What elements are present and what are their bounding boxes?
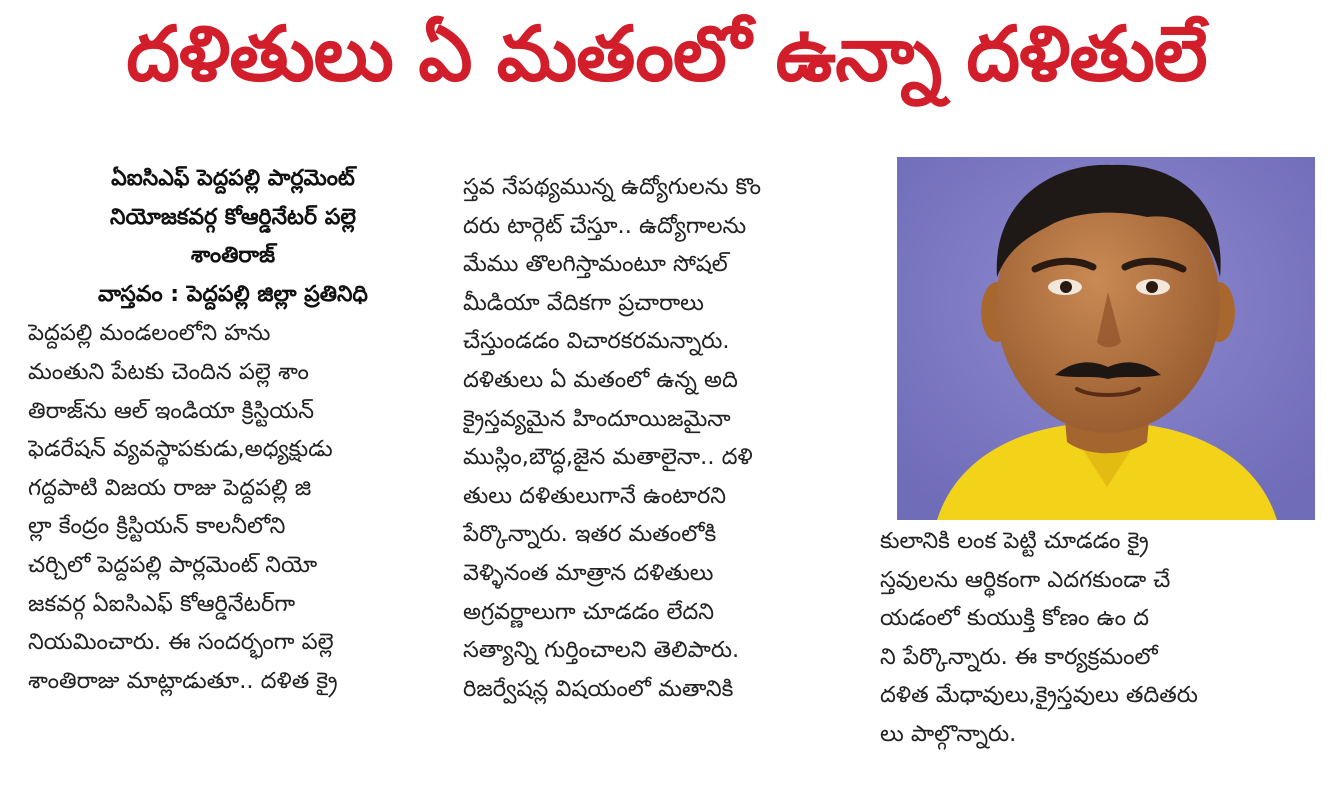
headline: దళితులు ఏ మతంలో ఉన్నా దళితులే [126, 9, 1207, 98]
body-line: ఫెడరేషన్ వ్యవస్థాపకుడు,అధ్యక్షుడు [28, 436, 333, 463]
article-column-1 [28, 160, 438, 700]
byline-line-3: శాంతిరాజ్ [190, 243, 276, 269]
body-line: రిజర్వేషన్ల విషయంలో మతానికి [463, 675, 734, 702]
portrait-illustration [897, 157, 1315, 520]
body-line: పేర్కొన్నారు. ఇతర మతంలోకి [463, 521, 717, 548]
body-line: నియమించారు. ఈ సందర్భంగా పల్లె [28, 629, 334, 656]
byline-line-4: వాస్తవం : పెద్దపల్లి జిల్లా ప్రతినిధి [98, 281, 368, 307]
body-line: ముస్లిం,బౌద్ధ,జైన మతాలైనా.. దళి [463, 444, 753, 471]
body-line: గద్దపాటి విజయ రాజు పెద్దపల్లి జి [28, 474, 312, 501]
body-line: కులానికి లంక పెట్టి చూడడం క్రై [880, 528, 1149, 554]
body-line: దళిత మేధావులు,క్రైస్తవులు తదితరు [880, 682, 1198, 709]
body-line: వెళ్ళినంత మాత్రాన దళితులు [463, 559, 714, 586]
body-line: క్రైస్తవ్యమైన హిందూయిజమైనా [463, 405, 731, 432]
article-column-3 [880, 522, 1320, 754]
body-line: తిరాజ్‌ను ఆల్ ఇండియా క్రిస్టియన్ [28, 397, 315, 424]
body-line: జకవర్గ ఏఐసిఎఫ్ కోఆర్డినేటర్‌గా [28, 590, 296, 617]
body-line: చేస్తుండడం విచారకరమన్నారు. [463, 328, 730, 355]
body-line: స్తవ నేపథ్యమున్న ఉద్యోగులను కొం [463, 174, 762, 200]
body-line: దరు టార్గెట్ చేస్తూ.. ఉద్యోగాలను [463, 212, 747, 239]
body-line: పెద్దపల్లి మండలంలోని హను [28, 320, 271, 347]
body-line: దళితులు ఏ మతంలో ఉన్న అది [463, 366, 738, 393]
body-line: లు పాల్గొన్నారు. [880, 720, 1017, 747]
body-line: శాంతిరాజు మాట్లాడుతూ.. దళిత క్రై [28, 667, 338, 694]
byline-line-2: నియోజకవర్గ కోఆర్డినేటర్ పల్లె [110, 204, 356, 230]
body-line: చర్చిలో పెద్దపల్లి పార్లమెంట్ నియో [28, 551, 318, 578]
body-line: సత్యాన్ని గుర్తించాలని తెలిపారు. [463, 637, 740, 664]
body-line: ని పేర్కొన్నారు. ఈ కార్యక్రమంలో [880, 643, 1158, 670]
body-line: స్తవులను ఆర్థికంగా ఎదగకుండా చే [880, 566, 1171, 593]
byline-line-1: ఏఐసిఎఫ్ పెద్దపల్లి పార్లమెంట్ [111, 166, 355, 191]
article-column-2 [463, 168, 873, 708]
body-line: ల్లా కేంద్రం క్రిస్టియన్ కాలనీలోని [28, 513, 286, 540]
body-line: యడంలో కుయుక్తి కోణం ఉం ద [880, 605, 1150, 632]
body-line: మంతుని పేటకు చెందిన పల్లె శాం [28, 358, 309, 385]
body-line: మీడియా వేదికగా ప్రచారాలు [463, 289, 704, 316]
body-line: తులు దళితులుగానే ఉంటారని [463, 482, 727, 509]
body-line: మేము తొలగిస్తామంటూ సోషల్ [463, 251, 728, 278]
portrait-photo [897, 157, 1315, 520]
body-line: అగ్రవర్ణాలుగా చూడడం లేదని [463, 598, 715, 625]
